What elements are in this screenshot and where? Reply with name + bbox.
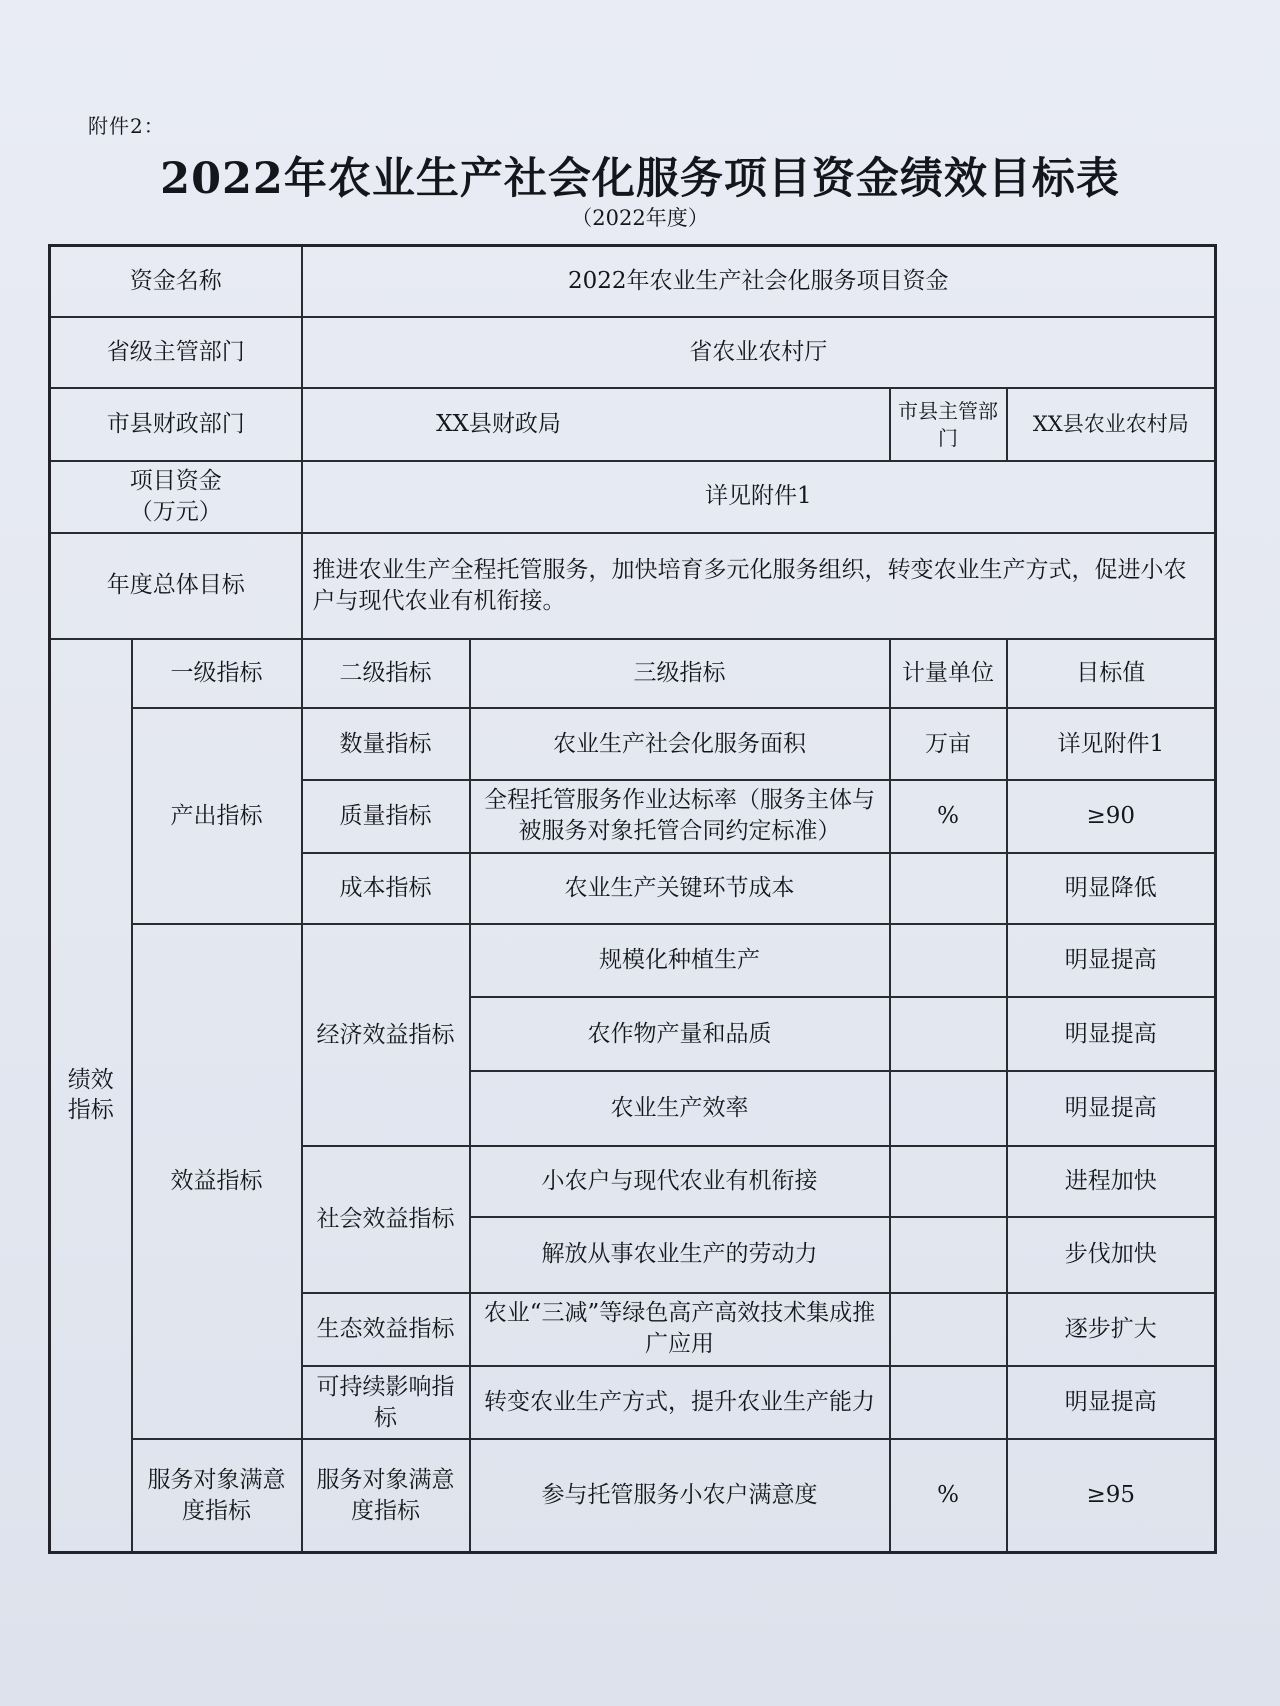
annual-goal-label: 年度总体目标 (50, 533, 302, 640)
target-cell: 明显降低 (1007, 853, 1216, 924)
county-finance-value: XX县财政局 (302, 388, 890, 461)
performance-target-table (48, 244, 1217, 1554)
indicator-group-label (50, 639, 132, 1552)
table-row (50, 388, 1216, 461)
ecological-benefit-label: 生态效益指标 (302, 1293, 470, 1366)
level3-cell: 农业生产效率 (470, 1071, 890, 1146)
header-target: 目标值 (1007, 639, 1216, 708)
document-subtitle: （2022年度） (571, 206, 709, 230)
table-row (50, 708, 1216, 779)
fund-name-value: 2022年农业生产社会化服务项目资金 (302, 246, 1216, 317)
county-dept-label: 市县主管部门 (890, 388, 1007, 461)
project-fund-value: 详见附件1 (302, 461, 1216, 532)
target-cell: 逐步扩大 (1007, 1293, 1216, 1366)
table-row (50, 317, 1216, 388)
unit-cell: % (890, 1439, 1007, 1552)
level3-cell: 全程托管服务作业达标率（服务主体与被服务对象托管合同约定标准） (470, 780, 890, 853)
table-row (50, 246, 1216, 317)
level3-cell: 参与托管服务小农户满意度 (470, 1439, 890, 1552)
target-cell: 详见附件1 (1007, 708, 1216, 779)
table-row (50, 1439, 1216, 1552)
indicator-group-text: 绩效指标 (67, 1066, 114, 1123)
provincial-dept-label: 省级主管部门 (50, 317, 302, 388)
level3-cell: 解放从事农业生产的劳动力 (470, 1217, 890, 1292)
attachment-label: 附件2： (88, 114, 165, 138)
economic-benefit-label: 经济效益指标 (302, 924, 470, 1146)
satisfaction-level2-label: 服务对象满意度指标 (302, 1439, 470, 1552)
header-level1: 一级指标 (132, 639, 302, 708)
table-row (50, 533, 1216, 640)
unit-cell (890, 1293, 1007, 1366)
header-level2: 二级指标 (302, 639, 470, 708)
level3-cell: 小农户与现代农业有机衔接 (470, 1146, 890, 1217)
target-cell: 明显提高 (1007, 1366, 1216, 1439)
level3-cell: 农作物产量和品质 (470, 997, 890, 1070)
level3-cell: 农业生产社会化服务面积 (470, 708, 890, 779)
level2-cell: 质量指标 (302, 780, 470, 853)
project-fund-label-line2: （万元） (129, 498, 222, 525)
unit-cell (890, 1217, 1007, 1292)
unit-cell (890, 997, 1007, 1070)
document-title: 2022年农业生产社会化服务项目资金绩效目标表 (160, 154, 1120, 204)
table-row (50, 639, 1216, 708)
level2-cell: 数量指标 (302, 708, 470, 779)
table-row (50, 924, 1216, 997)
target-cell: 步伐加快 (1007, 1217, 1216, 1292)
county-finance-label: 市县财政部门 (50, 388, 302, 461)
satisfaction-level1-label: 服务对象满意度指标 (132, 1439, 302, 1552)
level3-cell: 农业生产关键环节成本 (470, 853, 890, 924)
target-cell: 进程加快 (1007, 1146, 1216, 1217)
target-cell: ≥95 (1007, 1439, 1216, 1552)
annual-goal-value: 推进农业生产全程托管服务，加快培育多元化服务组织，转变农业生产方式，促进小农户与现代农业有机衔接。 (302, 533, 1216, 640)
target-cell: 明显提高 (1007, 997, 1216, 1070)
unit-cell: 万亩 (890, 708, 1007, 779)
level3-cell: 规模化种植生产 (470, 924, 890, 997)
project-fund-label-line1: 项目资金 (129, 467, 222, 494)
unit-cell (890, 1366, 1007, 1439)
sustainable-impact-label: 可持续影响指标 (302, 1366, 470, 1439)
header-unit: 计量单位 (890, 639, 1007, 708)
level3-cell: 转变农业生产方式，提升农业生产能力 (470, 1366, 890, 1439)
level3-cell: 农业“三减”等绿色高产高效技术集成推广应用 (470, 1293, 890, 1366)
target-cell: ≥90 (1007, 780, 1216, 853)
unit-cell (890, 1146, 1007, 1217)
target-cell: 明显提高 (1007, 1071, 1216, 1146)
header-level3: 三级指标 (470, 639, 890, 708)
target-cell: 明显提高 (1007, 924, 1216, 997)
project-fund-label (50, 461, 302, 532)
social-benefit-label: 社会效益指标 (302, 1146, 470, 1293)
unit-cell (890, 853, 1007, 924)
provincial-dept-value: 省农业农村厅 (302, 317, 1216, 388)
unit-cell (890, 1071, 1007, 1146)
benefit-indicator-label: 效益指标 (132, 924, 302, 1439)
fund-name-label: 资金名称 (50, 246, 302, 317)
level2-cell: 成本指标 (302, 853, 470, 924)
county-dept-value: XX县农业农村局 (1007, 388, 1216, 461)
output-indicator-label: 产出指标 (132, 708, 302, 924)
table-row (50, 461, 1216, 532)
unit-cell (890, 924, 1007, 997)
unit-cell: % (890, 780, 1007, 853)
